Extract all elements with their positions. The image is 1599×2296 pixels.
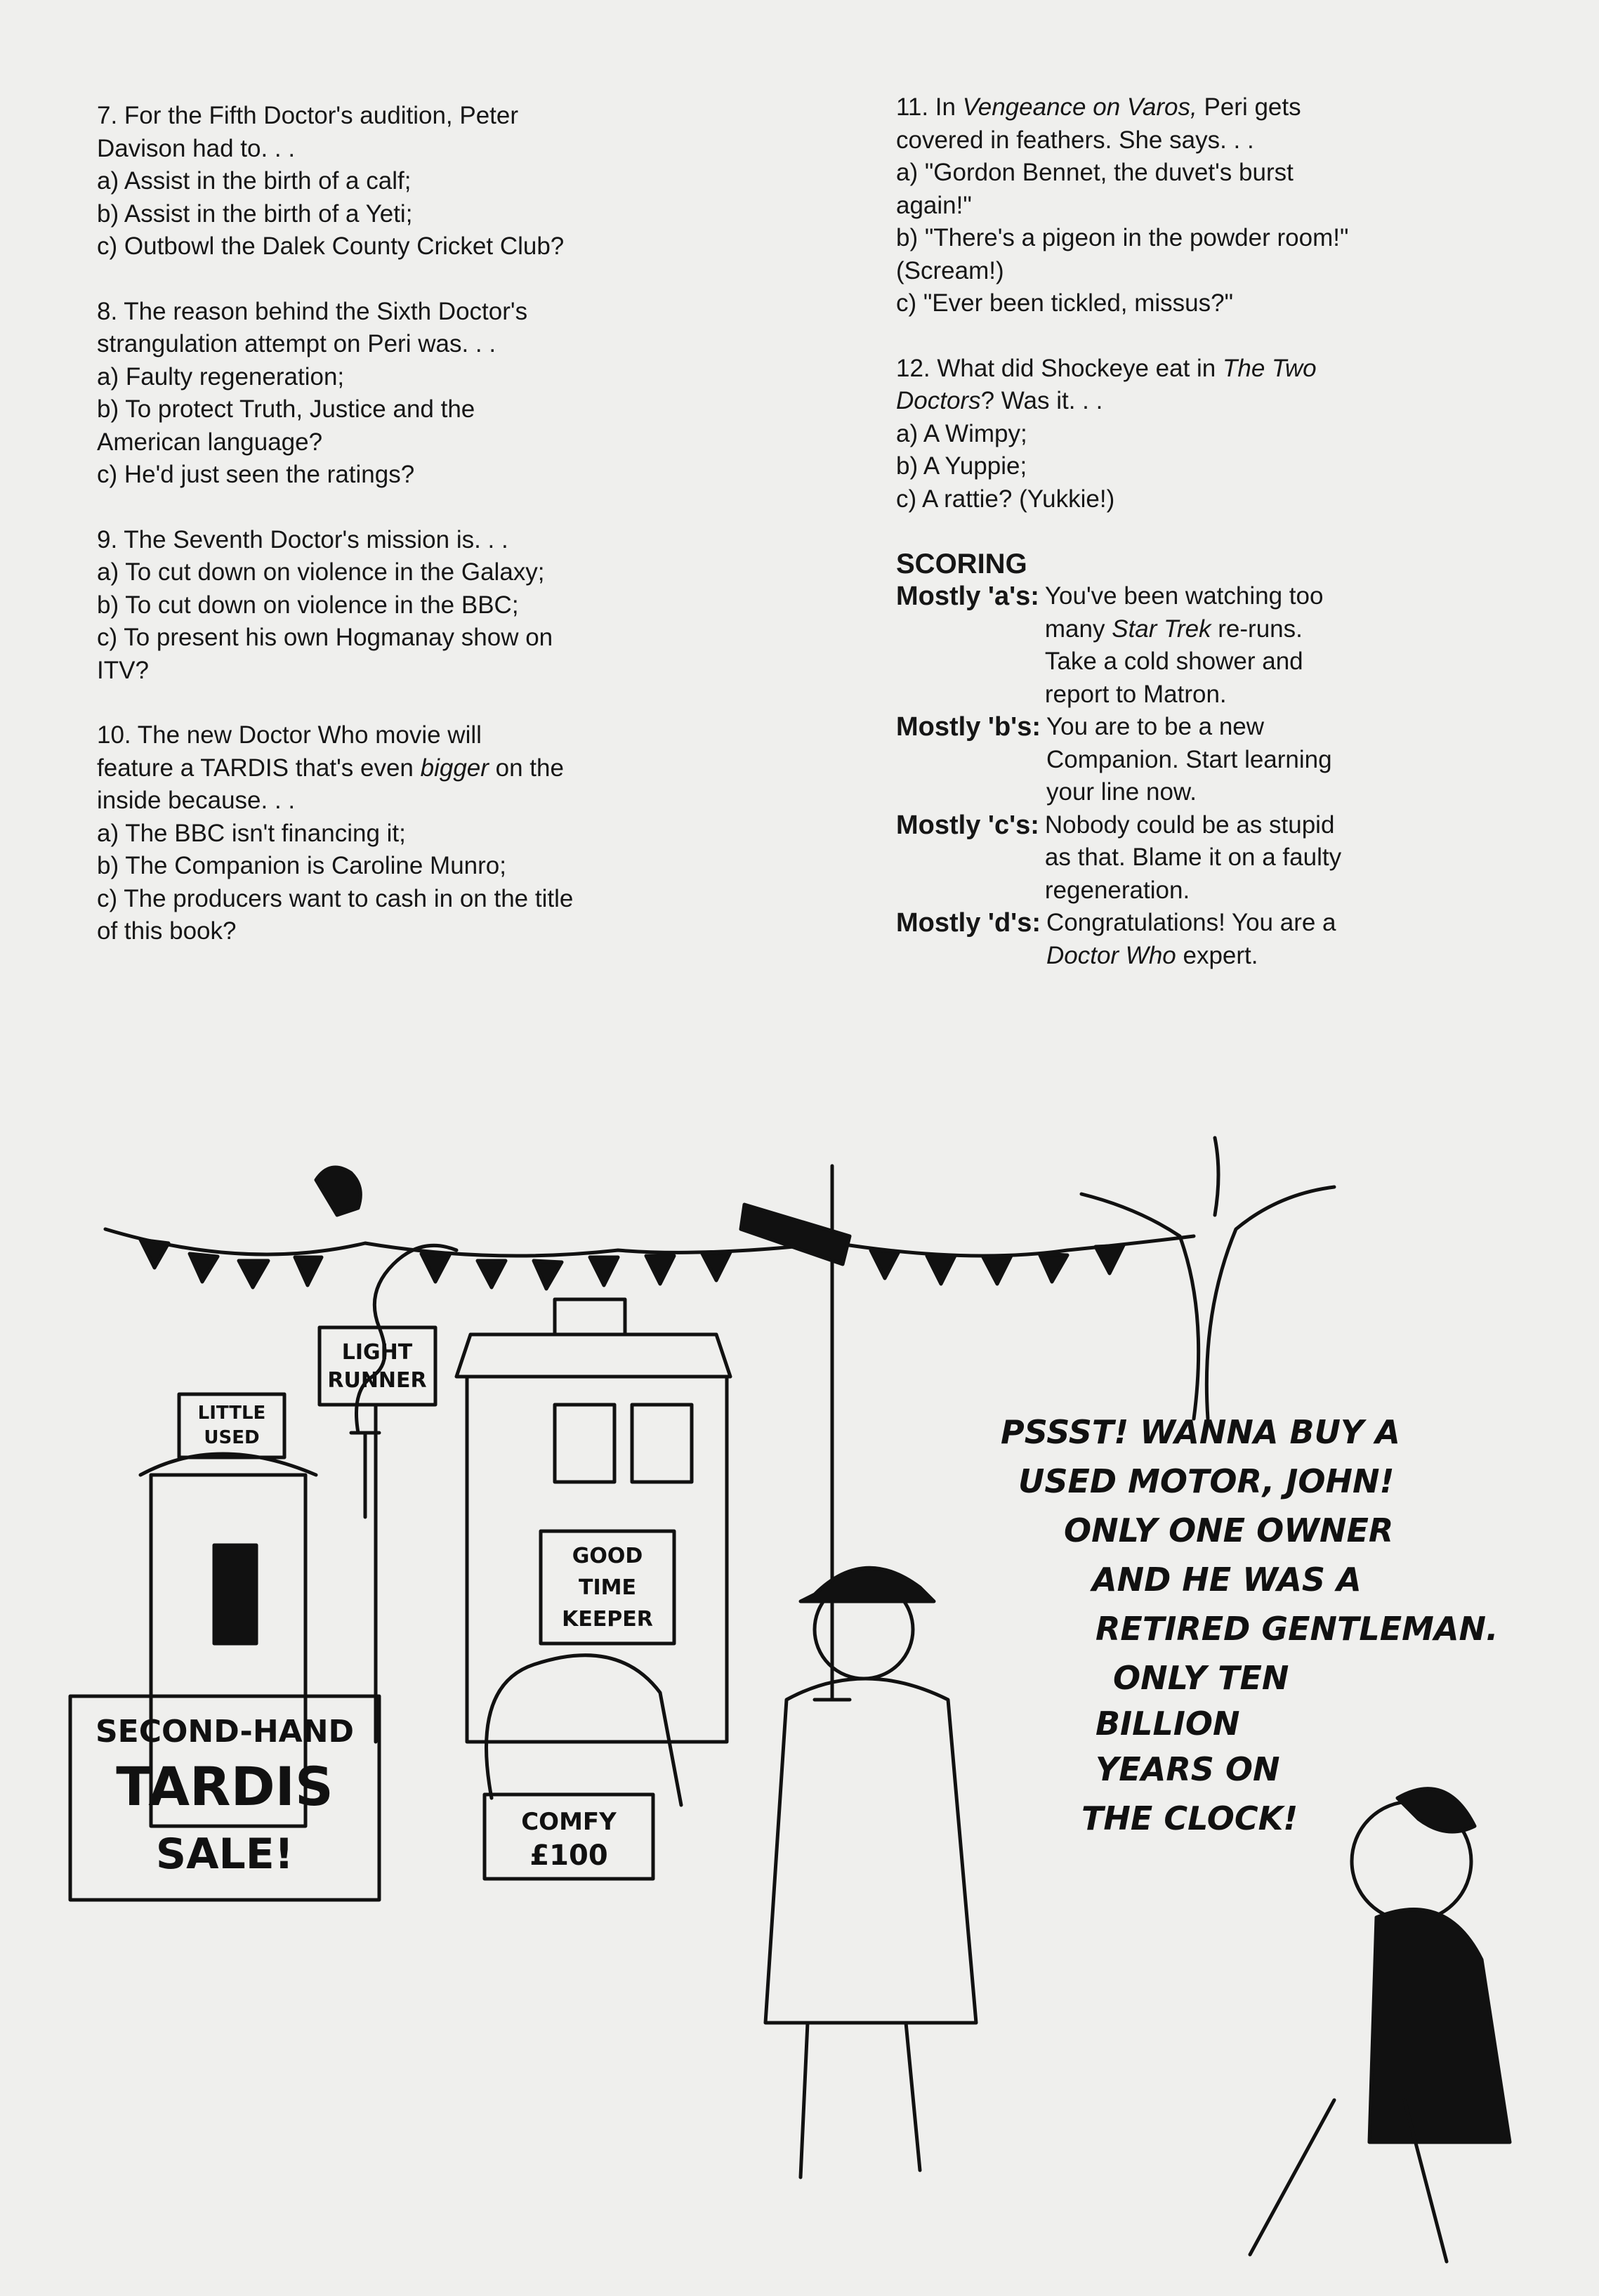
option-c: c) The producers want to cash in on the title of this book? bbox=[97, 884, 574, 945]
scoring-section bbox=[896, 548, 1570, 972]
score-key: Mostly 'c's: bbox=[896, 810, 1039, 840]
option-c: c) A rattie? (Yukkie!) bbox=[896, 485, 1115, 513]
salesman-legs bbox=[801, 2023, 920, 2177]
score-text-part: You've been watching too many bbox=[1044, 582, 1324, 643]
speech-line-1: PSSST! WANNA BUY A bbox=[1001, 1413, 1400, 1451]
speech-line-7: BILLION bbox=[1095, 1705, 1240, 1743]
lamp-shade bbox=[316, 1167, 360, 1215]
option-a: a) "Gordon Bennet, the duvet's burst again!" bbox=[896, 159, 1294, 219]
option-b: b) To protect Truth, Justice and the American language? bbox=[97, 395, 475, 456]
question-text-emphasis: The Two Doctors bbox=[896, 354, 1317, 414]
second-hand-line-1: SECOND-HAND bbox=[95, 1714, 355, 1750]
score-key: Mostly 'd's: bbox=[896, 908, 1041, 938]
question-11 bbox=[896, 91, 1570, 320]
speech-line-6: ONLY TEN bbox=[1113, 1659, 1289, 1697]
score-text-emphasis: Doctor Who bbox=[1046, 941, 1176, 969]
score-text-part: Nobody could be as stupid as that. Blame it on a faulty regeneration. bbox=[1044, 811, 1342, 904]
cartoon-drawing bbox=[0, 1124, 1599, 2292]
comfy-line-1: COMFY bbox=[521, 1808, 617, 1836]
option-a: a) Assist in the birth of a calf; bbox=[97, 167, 412, 195]
speech-line-9: THE CLOCK! bbox=[1081, 1799, 1298, 1837]
question-text bbox=[97, 719, 799, 818]
question-text-part: 10. The new Doctor Who movie will feature a TARDIS that's even bbox=[97, 721, 482, 782]
speech-line-2: USED MOTOR, JOHN! bbox=[1018, 1462, 1395, 1500]
option-b: b) "There's a pigeon in the powder room!" (Scream!) bbox=[896, 224, 1349, 284]
option-c: c) "Ever been tickled, missus?" bbox=[896, 289, 1234, 317]
bunting-flag bbox=[140, 1240, 322, 1287]
option-c: c) To present his own Hogmanay show on ITV? bbox=[97, 624, 553, 684]
score-text bbox=[1046, 711, 1332, 809]
salesman-hat bbox=[801, 1568, 934, 1601]
question-8 bbox=[97, 296, 799, 492]
light-runner-line-2: RUNNER bbox=[327, 1368, 427, 1393]
speech-line-4: AND HE WAS A bbox=[1092, 1561, 1362, 1599]
comfy-line-2: £100 bbox=[529, 1839, 608, 1872]
score-key: Mostly 'a's: bbox=[896, 582, 1039, 611]
score-row-c bbox=[896, 809, 1570, 907]
score-row-d bbox=[896, 907, 1570, 972]
salesman-body bbox=[765, 1679, 976, 2023]
good-time-keeper-line-3: KEEPER bbox=[562, 1607, 653, 1632]
score-text-part: expert. bbox=[1176, 941, 1258, 969]
question-text: 8. The reason behind the Sixth Doctor's strangulation attempt on Peri was. . . bbox=[97, 297, 528, 357]
question-text-emphasis: Vengeance on Varos, bbox=[962, 93, 1197, 121]
score-text bbox=[1045, 580, 1324, 711]
question-text: 9. The Seventh Doctor's mission is. . . bbox=[97, 525, 508, 553]
tree-trunk bbox=[1081, 1138, 1334, 1419]
score-text-part: Congratulations! You are a bbox=[1046, 909, 1336, 936]
question-text-part: 11. In bbox=[896, 93, 963, 121]
second-hand-line-3: SALE! bbox=[155, 1830, 294, 1879]
question-12 bbox=[896, 353, 1570, 516]
second-hand-line-2: TARDIS bbox=[116, 1755, 334, 1818]
option-b: b) The Companion is Caroline Munro; bbox=[97, 852, 506, 879]
cartoon-illustration bbox=[0, 1124, 1599, 2292]
bunting-flag bbox=[421, 1252, 730, 1289]
right-column bbox=[896, 91, 1570, 972]
option-a: a) Faulty regeneration; bbox=[97, 362, 345, 391]
score-row-b bbox=[896, 711, 1570, 809]
scoring-title: SCORING bbox=[896, 549, 1027, 579]
option-a: a) The BBC isn't financing it; bbox=[97, 819, 406, 847]
question-text-part: on the inside because. . . bbox=[97, 754, 564, 814]
good-time-keeper-line-2: TIME bbox=[579, 1575, 636, 1600]
question-text: 7. For the Fifth Doctor's audition, Peter Davison had to. . . bbox=[97, 102, 519, 162]
good-time-keeper-line-1: GOOD bbox=[572, 1544, 643, 1568]
question-text-part: Peri gets covered in feathers. She says. . . bbox=[896, 93, 1301, 154]
question-9 bbox=[97, 524, 799, 688]
walker-hair bbox=[1397, 1789, 1475, 1832]
question-7 bbox=[97, 100, 799, 263]
option-a: a) A Wimpy; bbox=[896, 419, 1027, 447]
score-text-emphasis: Star Trek bbox=[1112, 615, 1211, 643]
option-c: c) He'd just seen the ratings? bbox=[97, 461, 415, 488]
score-text bbox=[1046, 907, 1336, 972]
option-b: b) A Yuppie; bbox=[896, 452, 1027, 480]
question-text bbox=[896, 91, 1570, 157]
option-c: c) Outbowl the Dalek County Cricket Club? bbox=[97, 232, 565, 260]
question-text bbox=[896, 353, 1570, 418]
score-row-a bbox=[896, 580, 1570, 711]
question-text-part: 12. What did Shockeye eat in bbox=[896, 354, 1223, 382]
armchair bbox=[487, 1655, 682, 1805]
walker-body bbox=[1369, 1910, 1510, 2142]
speech-line-5: RETIRED GENTLEMAN. bbox=[1095, 1610, 1499, 1648]
left-column bbox=[97, 100, 799, 980]
little-used-line-1: LITTLE bbox=[197, 1403, 266, 1424]
tardis-door bbox=[214, 1545, 256, 1644]
option-b: b) Assist in the birth of a Yeti; bbox=[97, 199, 413, 228]
speech-line-8: YEARS ON bbox=[1095, 1750, 1280, 1788]
question-text-emphasis: bigger bbox=[420, 754, 489, 782]
score-text-part: re-runs. Take a cold shower and report to Matron. bbox=[1044, 615, 1303, 708]
score-text-part: You are to be a new Companion. Start learning your line now. bbox=[1046, 713, 1332, 806]
little-used-line-2: USED bbox=[204, 1427, 260, 1448]
question-10 bbox=[97, 719, 799, 948]
light-runner-sign bbox=[320, 1327, 435, 1405]
option-b: b) To cut down on violence in the BBC; bbox=[97, 591, 519, 619]
light-runner-line-1: LIGHT bbox=[341, 1340, 413, 1365]
score-text bbox=[1045, 809, 1341, 907]
option-a: a) To cut down on violence in the Galaxy; bbox=[97, 558, 545, 586]
question-text-part: ? Was it. . . bbox=[980, 387, 1103, 414]
score-key: Mostly 'b's: bbox=[896, 712, 1041, 742]
speech-line-3: ONLY ONE OWNER bbox=[1064, 1511, 1394, 1549]
